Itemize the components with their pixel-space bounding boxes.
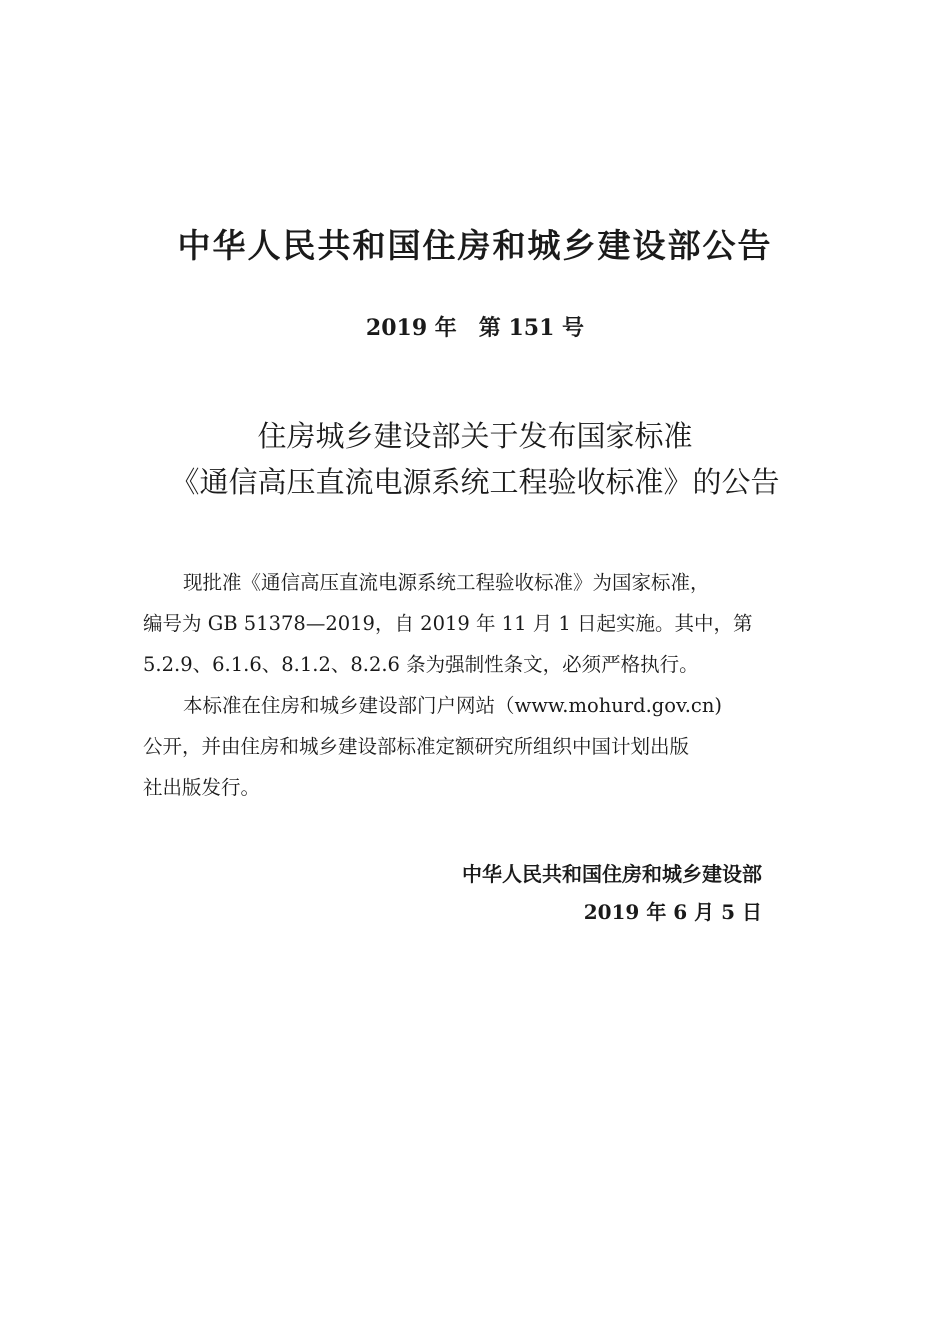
announcement-header-title: 中华人民共和国住房和城乡建设部公告 bbox=[177, 226, 773, 265]
document-title-line-1: 住房城乡建设部关于发布国家标准 bbox=[257, 419, 693, 453]
announcement-body bbox=[143, 562, 811, 808]
paragraph-line: 现批准《通信高压直流电源系统工程验收标准》为国家标准， bbox=[183, 571, 710, 594]
issue-date: 2019 年 6 月 5 日 bbox=[583, 900, 762, 924]
paragraph-2 bbox=[143, 685, 811, 808]
issuer-name: 中华人民共和国住房和城乡建设部 bbox=[462, 862, 762, 886]
document-title-line-2: 《通信高压直流电源系统工程验收标准》的公告 bbox=[170, 465, 780, 499]
paragraph-line: 编号为 GB 51378—2019，自 2019 年 11 月 1 日起实施。其中，第 bbox=[143, 612, 753, 635]
paragraph-line: 5.2.9、6.1.6、8.1.2、8.2.6 条为强制性条文，必须严格执行。 bbox=[143, 653, 699, 676]
signature-block bbox=[462, 855, 762, 931]
document-title bbox=[0, 413, 950, 505]
paragraph-line: 本标准在住房和城乡建设部门户网站（www.mohurd.gov.cn) bbox=[183, 694, 723, 717]
issue-number: 2019 年 第 151 号 bbox=[365, 315, 585, 341]
paragraph-line: 公开，并由住房和城乡建设部标准定额研究所组织中国计划出版 bbox=[143, 735, 690, 758]
paragraph-1 bbox=[143, 562, 811, 685]
paragraph-line: 社出版发行。 bbox=[143, 776, 261, 799]
